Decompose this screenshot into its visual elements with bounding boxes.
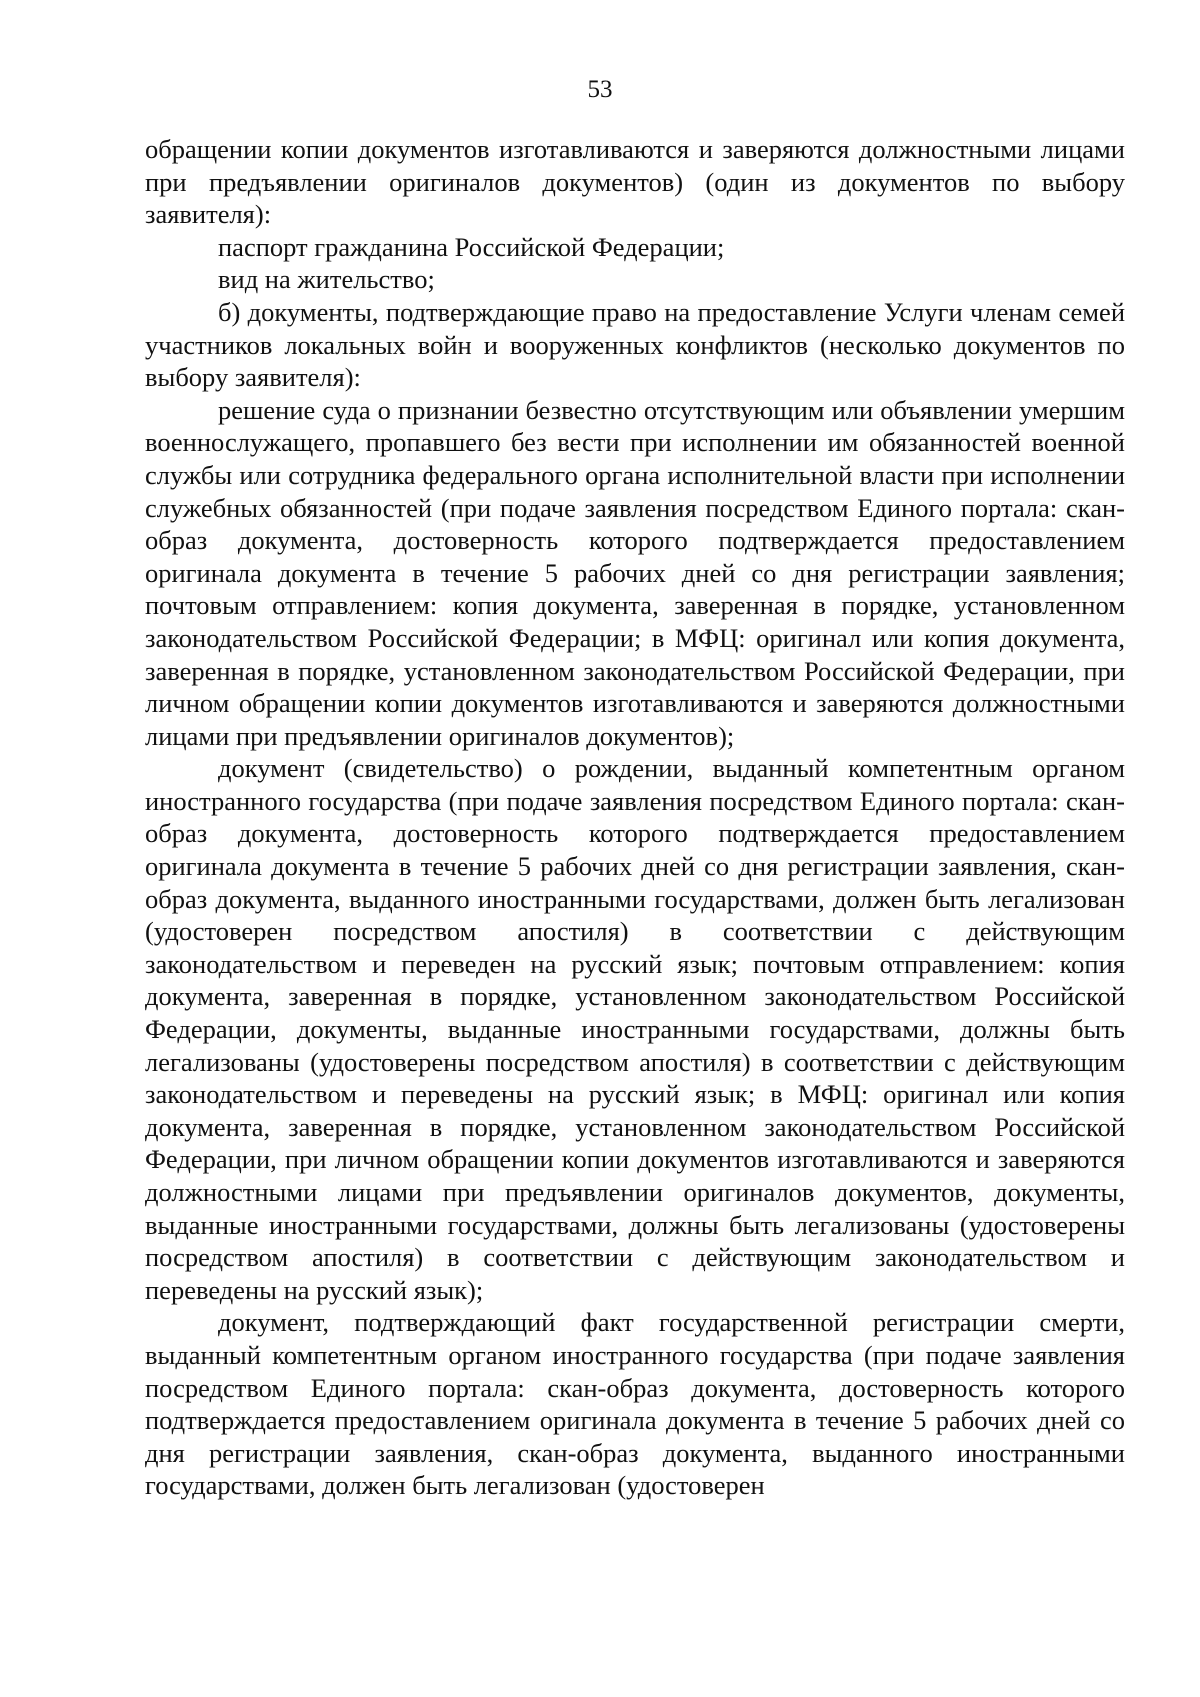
paragraph: паспорт гражданина Российской Федерации; — [218, 231, 725, 262]
page-number: 53 — [587, 76, 613, 103]
paragraph: документ (свидетельство) о рождении, выданный компетентным органом иностранного государства (при подаче заявления посредством Единого портала: скан-образ документа, достоверность которого подтверждается предоставлением оригинала документа в течение 5 рабочих дней со дня регистрации заявления, скан-образ документа, выданного иностранными государствами, должен быть легализован (удостоверен посредством апостиля) в соответствии с действующим законодательством и переведен на русский язык; почтовым отправлением: копия документа, заверенная в порядке, установленном законодательством Российской Федерации, документы, выданные иностранными государствами, должны быть легализованы (удостоверены посредством апостиля) в соответствии с действующим законодательством и переведены на русский язык; в МФЦ: оригинал или копия документа, заверенная в порядке, установленном законодательством Российской Федерации, при личном обращении копии документов изготавливаются и заверяются должностными лицами при предъявлении оригиналов документов, документы, выданные иностранными государствами, должны быть легализованы (удостоверены посредством апостиля) в соответствии с действующим законодательством и переведены на русский язык); — [145, 753, 1125, 1305]
paragraph: решение суда о признании безвестно отсутствующим или объявлении умершим военнослужащего, пропавшего без вести при исполнении им обязанностей военной службы или сотрудника федерального органа исполнительной власти при исполнении служебных обязанностей (при подаче заявления посредством Единого портала: скан-образ документа, достоверность которого подтверждается предоставлением оригинала документа в течение 5 рабочих дней со дня регистрации заявления; почтовым отправлением: копия документа, заверенная в порядке, установленном законодательством Российской Федерации; в МФЦ: оригинал или копия документа, заверенная в порядке, установленном законодательством Российской Федерации, при личном обращении копии документов изготавливаются и заверяются должностными лицами при предъявлении оригиналов документов); — [145, 394, 1125, 751]
paragraph: обращении копии документов изготавливаются и заверяются должностными лицами при предъявлении оригиналов документов) (один из документов по выбору заявителя): — [145, 134, 1125, 230]
paragraph: б) документы, подтверждающие право на предоставление Услуги членам семей участников локальных войн и вооруженных конфликтов (несколько документов по выбору заявителя): — [145, 296, 1125, 393]
body-text — [145, 133, 1125, 1502]
paragraph: документ, подтверждающий факт государственной регистрации смерти, выданный компетентным органом иностранного государства (при подаче заявления посредством Единого портала: скан-образ документа, достоверность которого подтверждается предоставлением оригинала документа в течение 5 рабочих дней со дня регистрации заявления, скан-образ документа, выданного иностранными государствами, должен быть легализован (удостоверен — [145, 1307, 1125, 1501]
paragraph: вид на жительство; — [218, 264, 435, 295]
